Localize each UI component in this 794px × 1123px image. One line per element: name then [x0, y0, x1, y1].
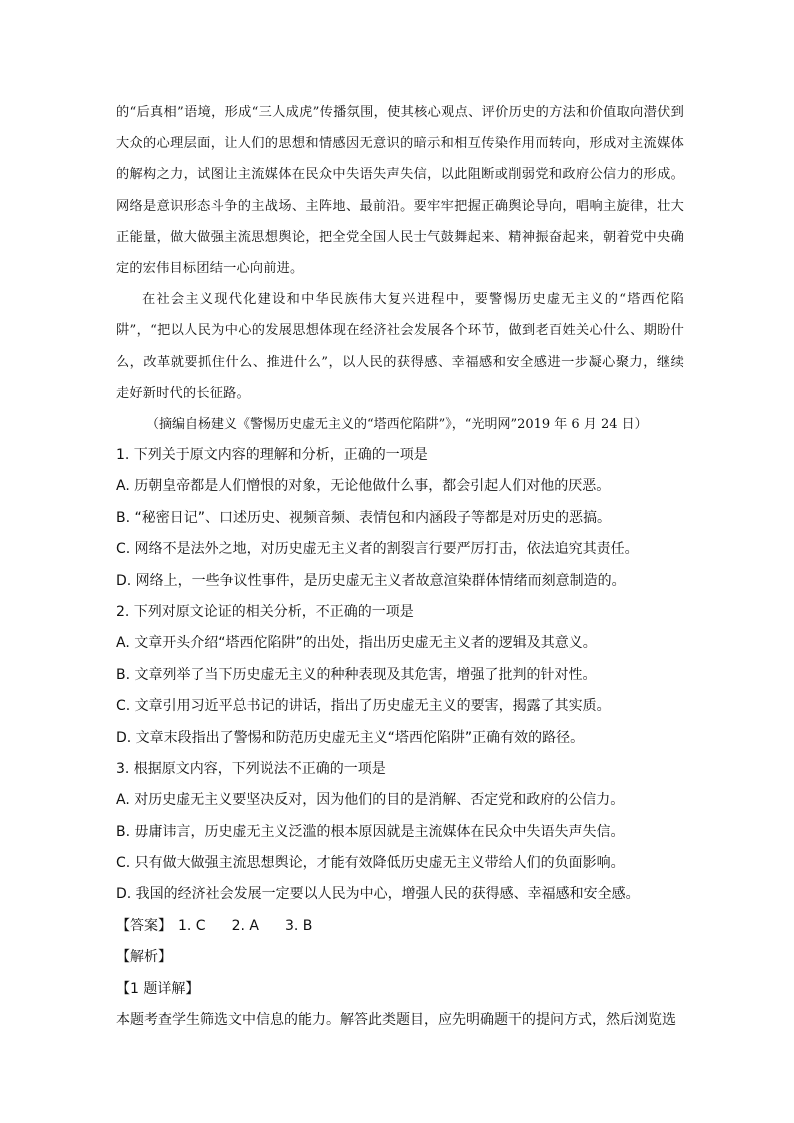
detail-label: 【1 题详解】 [116, 980, 200, 997]
question-1-option-c: C. 网络不是法外之地，对历史虚无主义者的割裂言行要严厉打击，依法追究其责任。 [116, 541, 639, 558]
question-1-option-b: B. “秘密日记”、口述历史、视频音频、表情包和内涵段子等都是对历史的恶搞。 [116, 509, 612, 526]
passage-line: 的“后真相”语境，形成“三人成虎”传播氛围，使其核心观点、评价历史的方法和价值取 [116, 105, 631, 120]
passage-line: 盼什么，改革就要抓住什么、推进什么”，以人民的获得感、幸福感和安全感进一步凝心聚力， [116, 323, 684, 370]
question-2-option-b: B. 文章列举了当下历史虚无主义的种种表现及其危害，增强了批判的针对性。 [116, 666, 597, 683]
question-2-stem: 2. 下列对原文论证的相关分析，不正确的一项是 [116, 603, 414, 620]
question-1-option-d: D. 网络上，一些争议性事件，是历史虚无主义者故意渲染群体情绪而刻意制造的。 [116, 572, 626, 589]
passage-line: 府公信力的形成。网络是意识形态斗争的主战场、主阵地、最前沿。要牢牢把握正确舆论导 [116, 167, 684, 214]
answer-item: 2. A [231, 917, 259, 934]
question-2-option-c: C. 文章引用习近平总书记的讲话，指出了历史虚无主义的要害，揭露了其实质。 [116, 698, 611, 715]
passage-line: 成对主流媒体的解构之力，试图让主流媒体在民众中失语失声失信，以此阻断或削弱党和政 [116, 136, 684, 183]
answer-item: 3. B [284, 917, 313, 934]
question-3-option-a: A. 对历史虚无主义要坚决反对，因为他们的目的是消解、否定党和政府的公信力。 [116, 792, 625, 809]
passage-line: 阱”，“把以人民为中心的发展思想体现在经济社会发展各个环节，做到老百姓关心什么、期 [116, 323, 658, 339]
answer-label: 【答案】 [116, 917, 172, 934]
detail-text: 本题考查学生筛选文中信息的能力。解答此类题目，应先明确题干的提问方式，然后浏览选 [116, 1012, 676, 1029]
passage-line: 继续走好新时代的长征路。 [116, 354, 684, 401]
passage-line: 向，唱响主旋律，壮大正能量，做大做强主流思想舆论，把全党全国人民士气鼓舞起来、精 [116, 198, 685, 245]
questions-section [116, 440, 696, 1036]
passage [116, 97, 684, 409]
passage-line: 向潜伏到大众的心理层面，让人们的思想和情感因无意识的暗示和相互传染作用而转向，形 [116, 105, 684, 152]
analysis-label: 【解析】 [116, 949, 172, 966]
question-2-option-a: A. 文章开头介绍“塔西佗陷阱”的出处，指出历史虚无主义者的逻辑及其意义。 [116, 635, 597, 652]
question-3-option-c: C. 只有做大做强主流思想舆论，才能有效降低历史虚无主义带给人们的负面影响。 [116, 855, 625, 872]
question-3-option-b: B. 毋庸讳言，历史虚无主义泛滥的根本原因就是主流媒体在民众中失语失声失信。 [116, 823, 625, 840]
question-2-option-d: D. 文章末段指出了警惕和防范历史虚无主义“塔西佗陷阱”正确有效的路径。 [116, 729, 585, 746]
passage-paragraph-2 [116, 284, 684, 409]
passage-line: 在社会主义现代化建设和中华民族伟大复兴进程中，要警惕历史虚无主义的“塔西佗陷 [142, 292, 684, 308]
passage-paragraph-1 [116, 97, 684, 284]
passage-source: （摘编自杨建义《警惕历史虚无主义的“塔西佗陷阱”》，“光明网”2019 年 6 月 24 日） [146, 417, 648, 432]
question-3-stem: 3. 根据原文内容，下列说法不正确的一项是 [116, 760, 386, 777]
question-1-stem: 1. 下列关于原文内容的理解和分析，正确的一项是 [116, 447, 428, 463]
answer-row [116, 911, 696, 942]
passage-line: 神振奋起来，朝着党中央确定的宏伟目标团结一心向前进。 [116, 229, 684, 277]
question-3-option-d: D. 我国的经济社会发展一定要以人民为中心，增强人民的获得感、幸福感和安全感。 [116, 886, 640, 903]
question-1-option-a: A. 历朝皇帝都是人们憎恨的对象，无论他做什么事，都会引起人们对他的厌恶。 [116, 478, 611, 495]
answer-item: 1. C [178, 917, 206, 934]
